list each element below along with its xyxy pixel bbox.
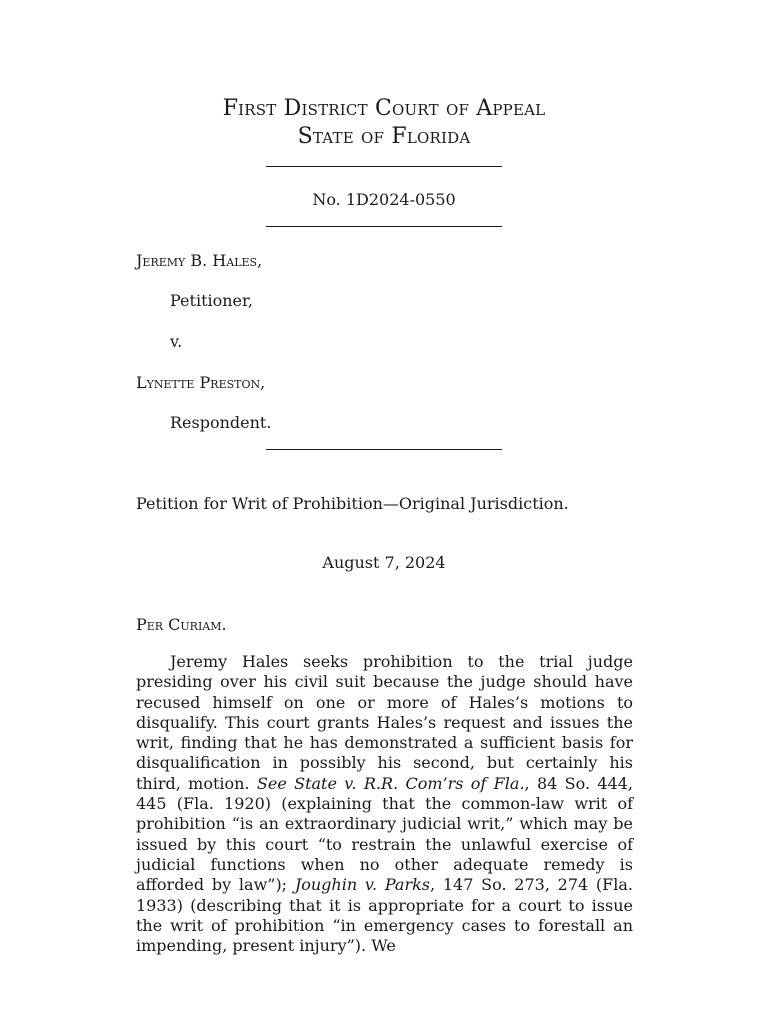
case-citation: See State v. R.R. Com’rs of Fla. [256,773,525,793]
respondent-name: Lynette Preston, [136,373,266,392]
case-number: No. 1D2024-0550 [312,190,456,209]
paragraph-text: , 147 So. 273, 274 (Fla. 1933) (describing that it is appropriate for a court to issue the writ of prohibition “in emergency cases to forestall an impending, present injury”). We [136,875,634,956]
paragraph-text: , 84 So. 444, 445 (Fla. 1920) (explaining that the common-law writ of prohibition “is an extraordinary judicial writ,” which may be issued by this court “to restrain the unlawful exercise of judicial functions when no other adequate remedy is afforded by law”); [136,773,634,895]
case-citation: Joughin v. Parks [294,875,431,895]
divider-rule [266,449,502,450]
paragraph-text: Jeremy Hales seeks prohibition to the trial judge presiding over his civil suit because the judge should have recused himself on one or more of Hales’s motions to disqualify. This court grants Hales’s request and issues the writ, finding that he has demonstrated a sufficient basis for disqualification in possibly his second, but certainly his third, motion. [136,652,633,793]
divider-rule [266,226,502,227]
versus: v. [170,332,183,351]
decision-date: August 7, 2024 [322,553,446,572]
respondent-role: Respondent. [170,413,272,432]
court-name: First District Court of Appeal [222,96,546,121]
opinion-author: Per Curiam. [136,615,227,634]
court-state: State of Florida [297,124,471,149]
divider-rule [266,166,502,167]
opinion-paragraph [136,652,633,956]
petitioner-name: Jeremy B. Hales, [136,251,263,270]
petitioner-role: Petitioner, [170,291,253,310]
proceeding-description: Petition for Writ of Prohibition—Original Jurisdiction. [136,494,569,513]
